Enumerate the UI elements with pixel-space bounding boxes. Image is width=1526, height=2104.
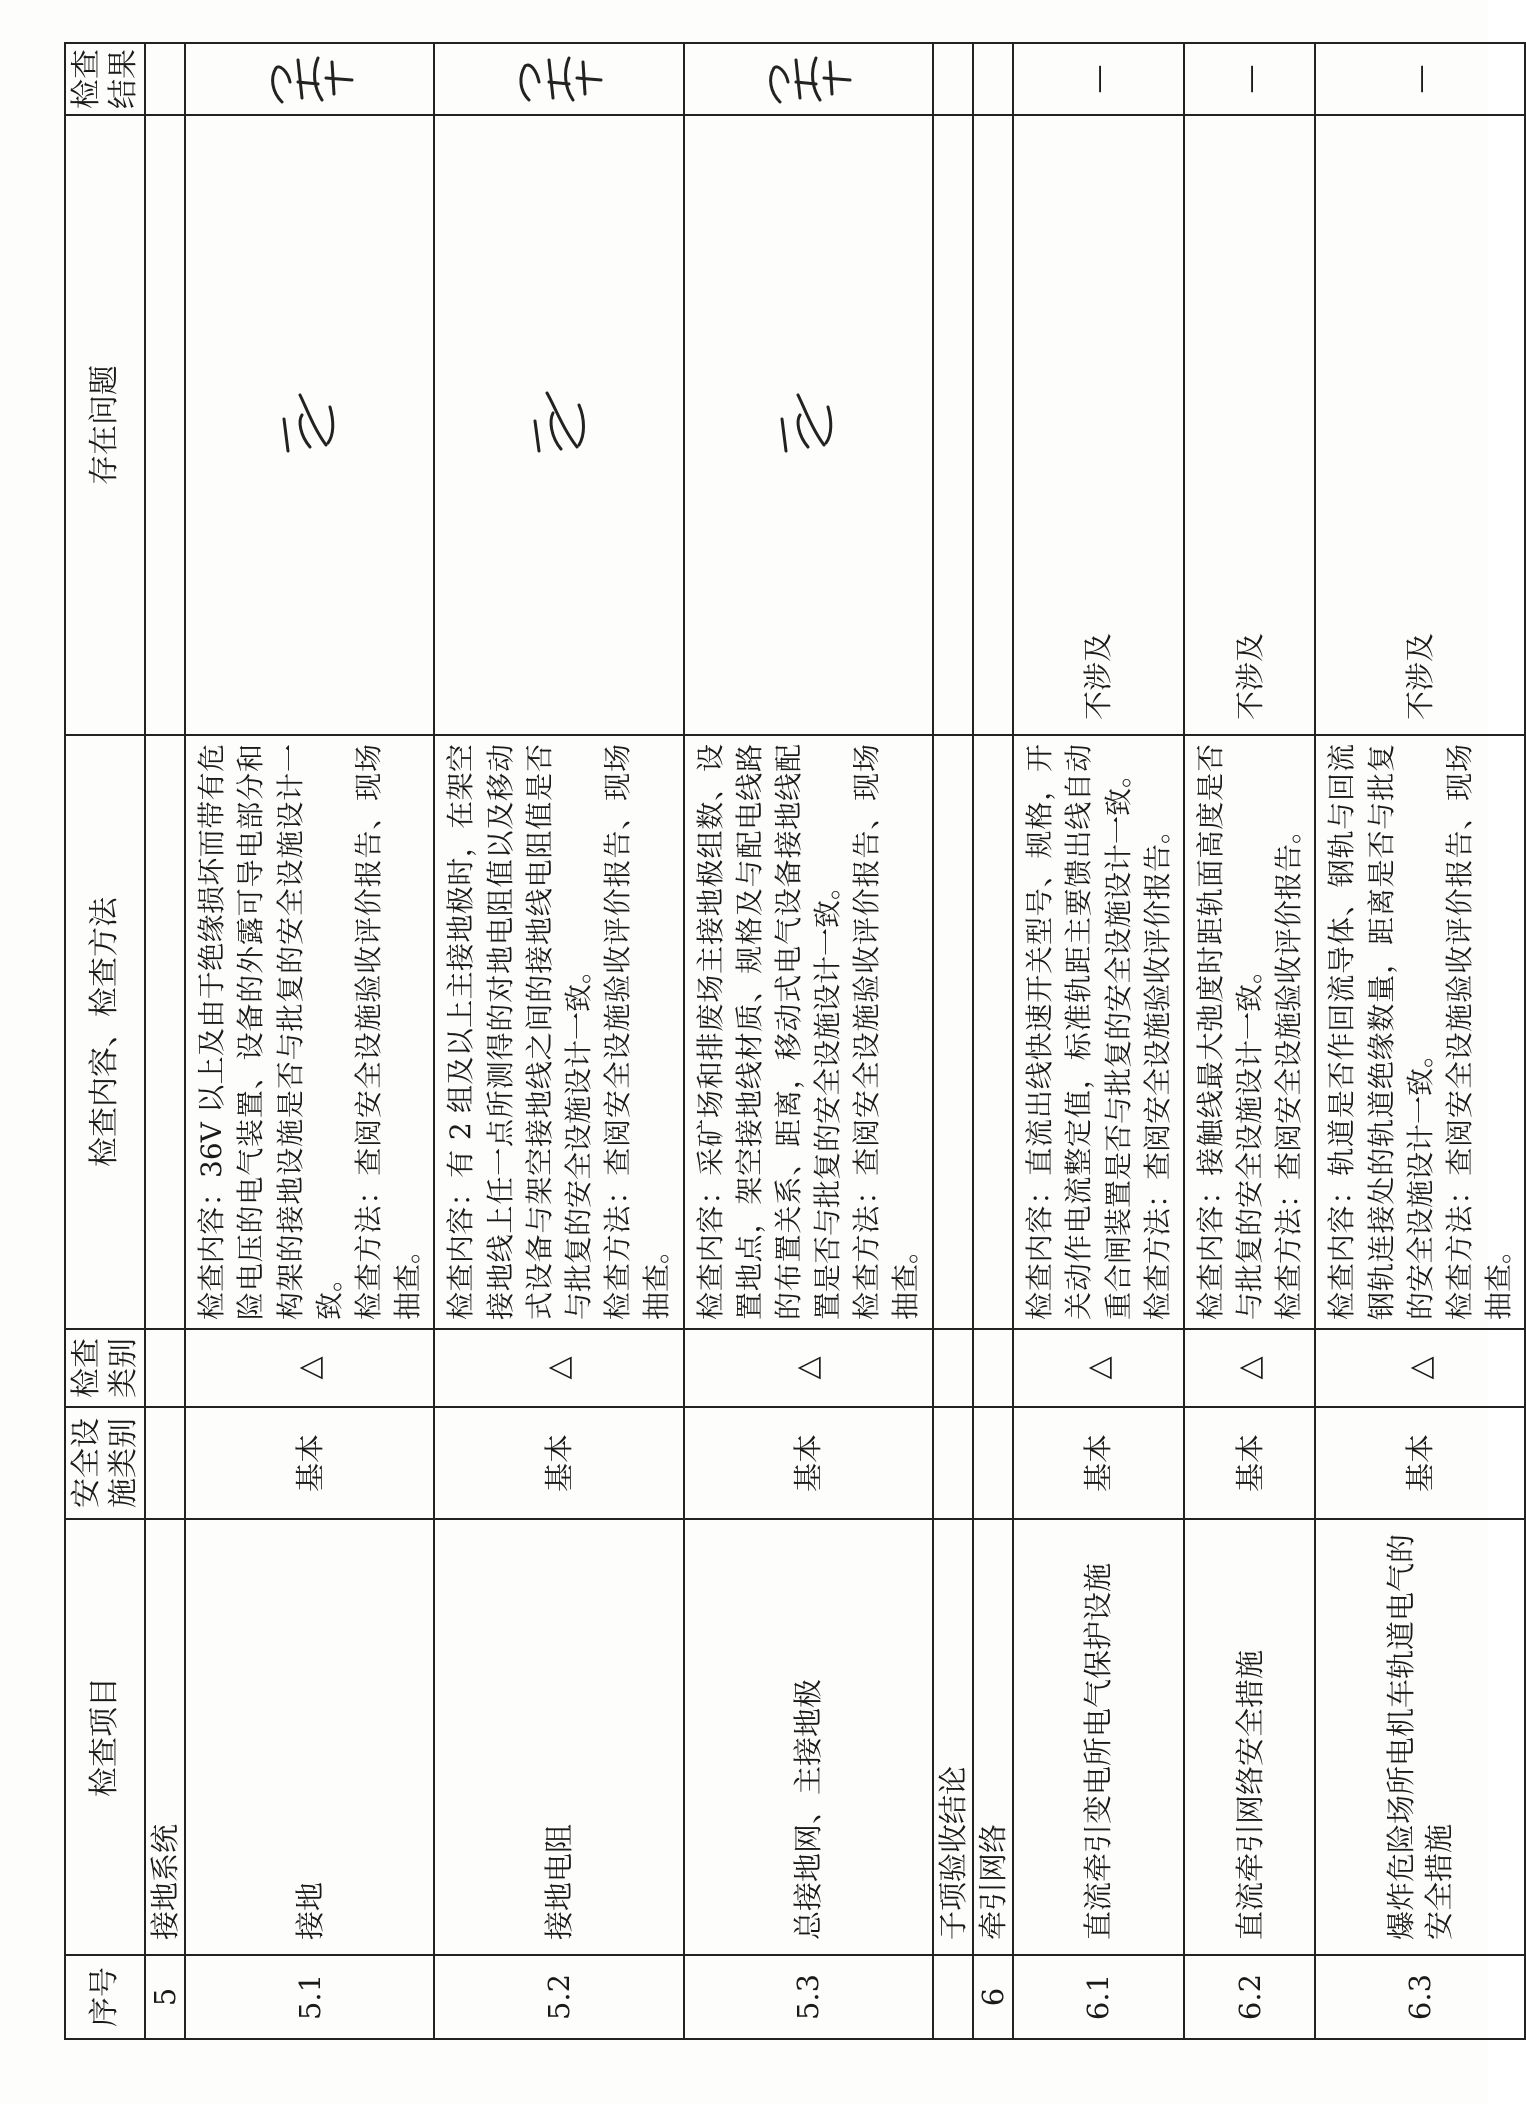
row-no: 6 [973,1955,1013,2039]
handwritten-issues-mark [768,385,848,465]
row-issues-handwritten [434,115,683,735]
row-no: 5.2 [434,1955,683,2039]
handwritten-result-mark [760,46,856,112]
header-check-type: 检查类别 [65,1329,145,1407]
row-result-handwritten [684,43,933,115]
row-check-type: △ [1013,1329,1184,1407]
row-method: 检查方法：查阅安全设施验收评价报告、现场抽查。 [850,744,923,1320]
row-item: 直流牵引网络安全措施 [1184,1519,1316,1955]
header-item: 检查项目 [65,1519,145,1955]
row-result: — [1315,43,1525,115]
row-content-method [1315,735,1525,1329]
row-content-method [684,735,933,1329]
row-check-type: △ [1184,1329,1316,1407]
row-no: 6.2 [1184,1955,1316,2039]
row-content: 检查内容：36V 以上及由于绝缘损坏而带有危险电压的电气装置、设备的外露可导电部分和构架的接地设施是否与批复的安全设施设计一致。 [195,744,346,1320]
row-content: 检查内容：接触线最大弛度时距轨面高度是否与批复的安全设施设计一致。 [1193,744,1267,1320]
row-content-method [1184,735,1316,1329]
row-result-handwritten [185,43,434,115]
row-content-method [185,735,434,1329]
row-facility-type: 基本 [1184,1407,1316,1519]
section-row-6 [973,43,1013,2039]
row-issues: 不涉及 [1315,115,1525,735]
row-content: 检查内容：有 2 组及以上主接地极时，在架空接地线上任一点所测得的对地电阻值以及移动式设备与架空接地线之间的接地线电阻值是否与批复的安全设施设计一致。 [444,744,595,1320]
row-content: 检查内容：直流出线快速开关型号、规格，开关动作电流整定值，标准轨距主要馈出线自动重合闸装置是否与批复的安全设施设计一致。 [1023,744,1135,1320]
row-issues-handwritten [185,115,434,735]
table-row-5-3 [684,43,933,2039]
table-row-5-2 [434,43,683,2039]
row-item: 牵引网络 [973,1519,1013,1955]
row-check-type: △ [1315,1329,1525,1407]
handwritten-result-mark [511,46,607,112]
row-method: 检查方法：查阅安全设施验收评价报告、现场抽查。 [601,744,674,1320]
row-no: 6.1 [1013,1955,1184,2039]
row-issues: 不涉及 [1013,115,1184,735]
row-method: 检查方法：查阅安全设施验收评价报告、现场抽查。 [1443,744,1516,1320]
header-content-method: 检查内容、检查方法 [65,735,145,1329]
row-issues-handwritten [684,115,933,735]
row-issues: 不涉及 [1184,115,1316,735]
table-row-6-3 [1315,43,1525,2039]
row-check-type: △ [434,1329,683,1407]
row-content-method [1013,735,1184,1329]
row-method: 检查方法：查阅安全设施验收评价报告。 [1272,815,1306,1320]
handwritten-result-mark [262,46,358,112]
row-facility-type: 基本 [684,1407,933,1519]
row-content: 检查内容：轨道是否作回流导体、钢轨与回流钢轨连接处的轨道绝缘数量，距离是否与批复的安全设施设计一致。 [1325,744,1437,1320]
header-result: 检查结果 [65,43,145,115]
row-item: 接地电阻 [434,1519,683,1955]
header-issues: 存在问题 [65,115,145,735]
row-facility-type: 基本 [185,1407,434,1519]
table-row-6-1 [1013,43,1184,2039]
row-item: 接地 [185,1519,434,1955]
row-no: 5 [145,1955,185,2039]
row-content-method [434,735,683,1329]
table-row-5-1 [185,43,434,2039]
row-facility-type: 基本 [1013,1407,1184,1519]
row-item: 爆炸危险场所电机车轨道电气的安全措施 [1315,1519,1525,1955]
row-item: 总接地网、主接地极 [684,1519,933,1955]
row-check-type: △ [684,1329,933,1407]
rotated-inspection-table [64,44,1516,2040]
subsection-conclusion-row [933,43,973,2039]
header-facility-type: 安全设施类别 [65,1407,145,1519]
row-result: — [1013,43,1184,115]
row-result: — [1184,43,1316,115]
handwritten-issues-mark [519,385,599,465]
inspection-table [64,42,1526,2040]
row-facility-type: 基本 [434,1407,683,1519]
row-no: 5.3 [684,1955,933,2039]
row-no: 5.1 [185,1955,434,2039]
header-no: 序号 [65,1955,145,2039]
row-item: 子项验收结论 [933,1519,973,1955]
row-item: 直流牵引变电所电气保护设施 [1013,1519,1184,1955]
section-row-5 [145,43,185,2039]
table-row-6-2 [1184,43,1316,2039]
row-content: 检查内容：采矿场和排废场主接地极组数、设置地点，架空接地线材质、规格及与配电线路的布置关系、距离，移动式电气设备接地线配置是否与批复的安全设施设计一致。 [693,744,845,1320]
row-item: 接地系统 [145,1519,185,1955]
header-row [65,43,145,2039]
row-result-handwritten [434,43,683,115]
row-no: 6.3 [1315,1955,1525,2039]
row-facility-type: 基本 [1315,1407,1525,1519]
handwritten-issues-mark [270,385,350,465]
row-method: 检查方法：查阅安全设施验收评价报告、现场抽查。 [352,744,425,1320]
row-method: 检查方法：查阅安全设施验收评价报告。 [1140,815,1174,1320]
row-check-type: △ [185,1329,434,1407]
